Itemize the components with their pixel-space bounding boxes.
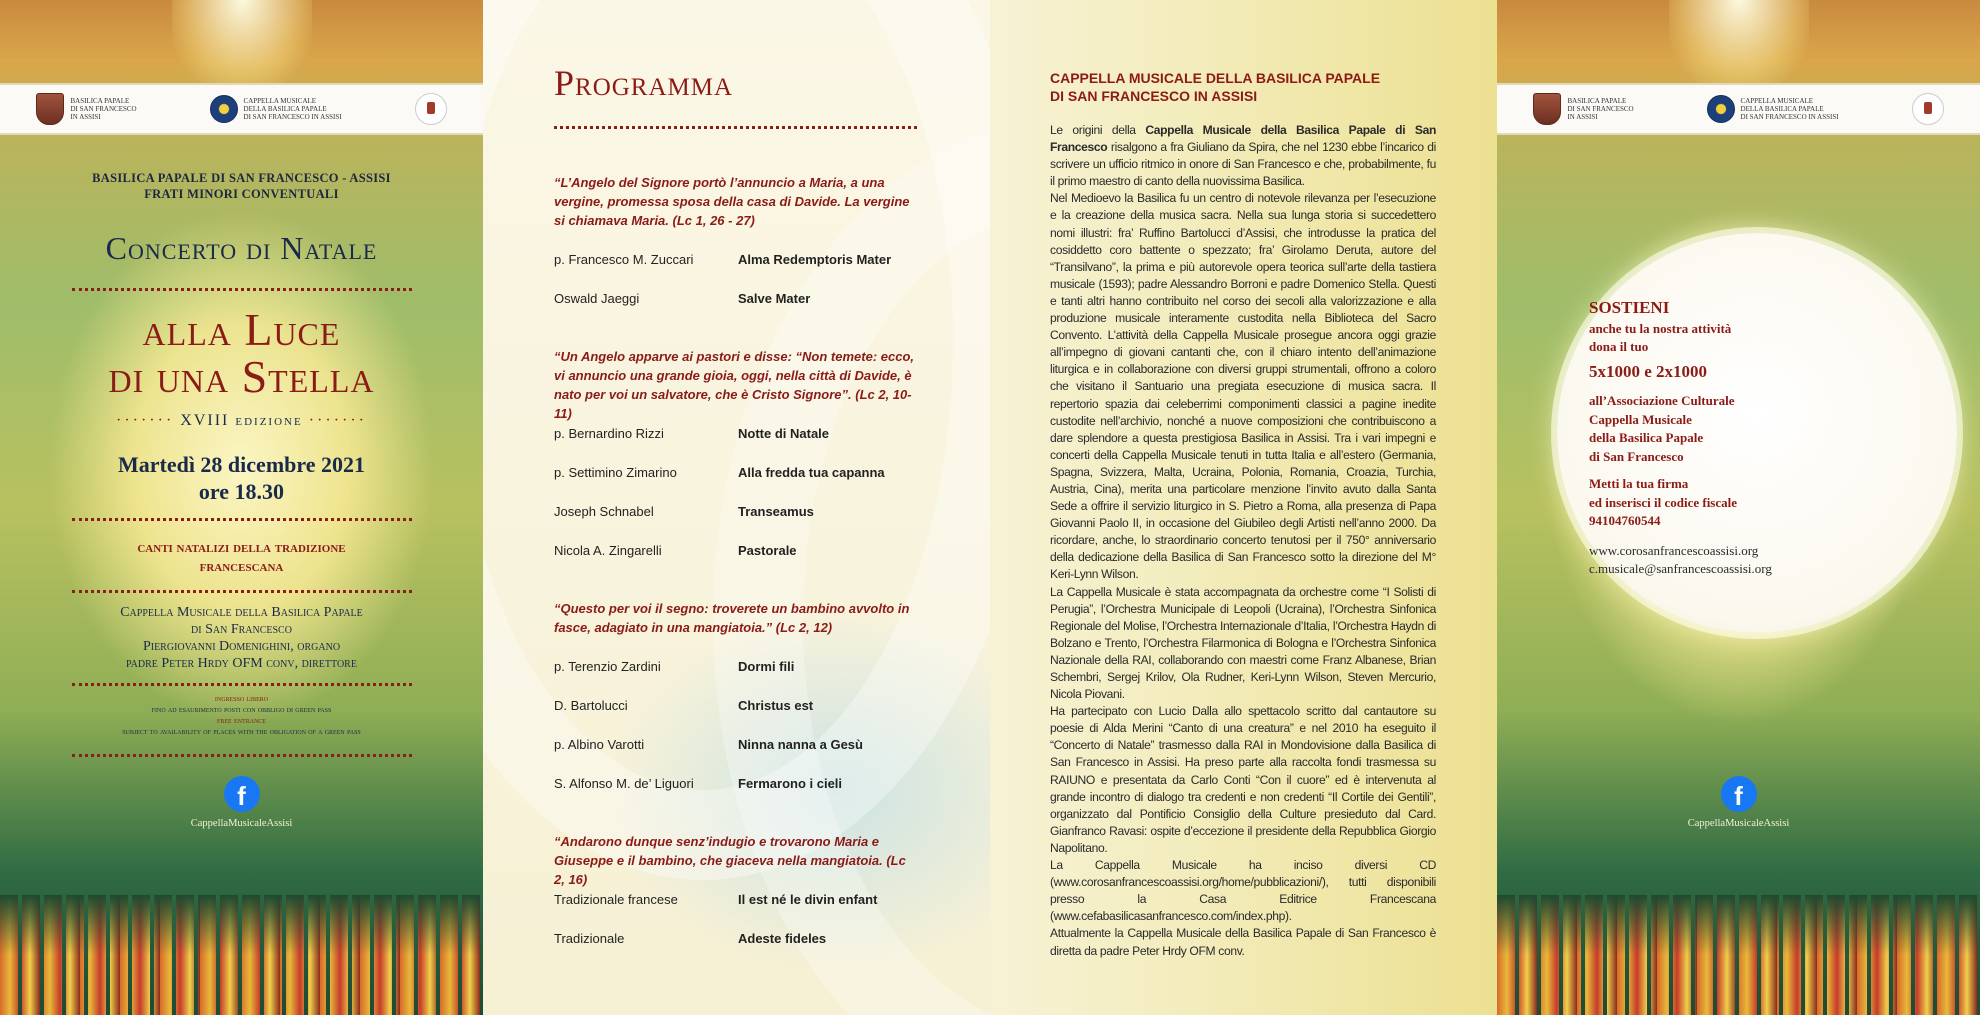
piece-title: Salve Mater xyxy=(738,291,811,306)
facebook-handle[interactable]: CappellaMusicaleAssisi xyxy=(1687,818,1790,829)
composer: Nicola A. Zingarelli xyxy=(554,543,662,558)
support-title: SOSTIENI xyxy=(1589,298,1670,317)
edition-text: XVIII edizione xyxy=(180,412,303,429)
event-date: Martedì 28 dicembre 2021 xyxy=(117,452,366,477)
composer: p. Settimino Zimarino xyxy=(554,465,677,480)
history-panel xyxy=(990,0,1497,1015)
entrance-line: fino ad esaurimento posti con obbligo di green pass xyxy=(151,704,332,714)
email-link[interactable]: c.musicale@sanfrancescoassisi.org xyxy=(1589,561,1772,576)
dotted-divider xyxy=(72,590,412,593)
dotted-divider xyxy=(72,288,412,291)
composer: p. Albino Varotti xyxy=(554,737,645,752)
piece-title: Il est né le divin enfant xyxy=(738,892,878,907)
support-firma xyxy=(1589,475,1737,531)
performers xyxy=(0,604,483,672)
front-poster-panel xyxy=(0,0,483,1015)
basilica-logo xyxy=(36,93,136,125)
logo-text: BASILICA PAPALE xyxy=(1567,97,1627,105)
header-line: BASILICA PAPALE DI SAN FRANCESCO - ASSISI xyxy=(92,171,391,185)
performer-line: di San Francesco xyxy=(191,622,292,637)
support-line: dona il tuo xyxy=(1589,339,1649,354)
canti-line: francescana xyxy=(199,559,284,575)
basilica-crest-icon xyxy=(36,93,64,125)
event-title-line2: di una Stella xyxy=(108,351,375,402)
performer-line: padre Peter Hrdy OFM conv, direttore xyxy=(126,656,357,671)
heading-line: CAPPELLA MUSICALE DELLA BASILICA PAPALE xyxy=(1050,70,1381,86)
composer: S. Alfonso M. de’ Liguori xyxy=(554,776,694,791)
piece-title: Dormi fili xyxy=(738,659,795,674)
history-paragraph: Attualmente la Cappella Musicale della Basilica Papale di San Francesco è diretta da padre Peter Hrdy OFM conv. xyxy=(1050,926,1436,958)
decorative-stripes xyxy=(0,895,483,1015)
support-line: Cappella Musicale xyxy=(1589,411,1692,427)
piece-title: Transeamus xyxy=(738,504,814,519)
dotted-divider xyxy=(72,754,412,757)
history-paragraph xyxy=(1050,122,1436,190)
concerto-title: Concerto di Natale xyxy=(105,230,378,266)
poster-header xyxy=(0,170,483,202)
logo-text: DI SAN FRANCESCO xyxy=(1567,105,1634,113)
decorative-stripes xyxy=(1497,895,1980,1015)
logo-text: CAPPELLA MUSICALE xyxy=(243,97,317,105)
composer: Tradizionale francese xyxy=(554,892,678,907)
basilica-logo xyxy=(1533,93,1633,125)
paragraph-text: risalgono a fra Giuliano da Spira, che nel 1230 ebbe l’incarico di scrivere un ufficio ritmico in onore di San Francesco e che, probabilmente, fu il primo maestro di canto della nuovissima Basilica. xyxy=(1050,140,1436,189)
support-amount: 5x1000 e 2x1000 xyxy=(1589,362,1708,381)
history-body xyxy=(1050,122,1436,960)
scripture-quote: “Un Angelo apparve ai pastori e disse: “Non temete: ecco, vi annuncio una grande gioia, oggi, nella città di Davide, è nato per voi un salvatore, che è Cristo Signore”. (Lc 2, 10-11) xyxy=(554,349,915,421)
support-association xyxy=(1589,392,1735,466)
piece-title: Alma Redemptoris Mater xyxy=(738,252,892,267)
piece-title: Notte di Natale xyxy=(738,426,830,441)
entrance-info xyxy=(0,693,483,737)
light-beam xyxy=(172,0,312,90)
history-paragraph: La Cappella Musicale è stata accompagnata da orchestre come “I Solisti di Perugia”, l’Orchestra Municipale di Leopoli (Ucraina), l’Orchestra Sinfonica Regionale del Molise, l’Orchestra Internazionale d’Italia, l’Orchestra Haydn di Bolzano e Trento, l’Orchestra Filarmonica di Bologna e l’Orchestra Sinfonica Nazionale della RAI, collaborando con maestri come Franz Albanese, Brian Schembri, Sergej Krilov, Ola Rudner, Keri-Lynn Wilson, Steven Mercurio, Nicola Piovani. xyxy=(1050,584,1436,702)
performer-line: Cappella Musicale della Basilica Papale xyxy=(120,605,363,620)
history-heading xyxy=(1050,69,1450,105)
history-paragraph: La Cappella Musicale ha inciso diversi CD (www.corosanfrancescoassisi.org/home/pubblicazioni/), tutti disponibili presso la Casa Editrice Francescana (www.cefabasilicasanfrancesco.com/index.php). xyxy=(1050,858,1436,924)
facebook-icon[interactable]: f xyxy=(1721,776,1757,812)
event-title-line1: alla Luce xyxy=(142,304,341,355)
support-panel xyxy=(1497,0,1980,1015)
piece-title: Alla fredda tua capanna xyxy=(738,465,885,480)
logo-text: IN ASSISI xyxy=(70,113,101,121)
logo-text: DELLA BASILICA PAPALE xyxy=(1740,105,1824,113)
composer: Joseph Schnabel xyxy=(554,504,654,519)
dotted-divider xyxy=(554,126,917,129)
cappella-seal-icon xyxy=(1707,95,1735,123)
piece-title: Ninna nanna a Gesù xyxy=(738,737,863,752)
support-line: ed inserisci il codice fiscale xyxy=(1589,494,1738,510)
basilica-crest-icon xyxy=(1533,93,1561,125)
composer: D. Bartolucci xyxy=(554,698,628,713)
logo-text: IN ASSISI xyxy=(1567,113,1598,121)
piece-title: Pastorale xyxy=(738,543,797,558)
piece-title: Adeste fideles xyxy=(738,931,827,946)
logo-text: BASILICA PAPALE xyxy=(70,97,130,105)
scripture-quote: “Andarono dunque senz’indugio e trovarono Maria e Giuseppe e il bambino, che giaceva nella mangiatoia. (Lc 2, 16) xyxy=(554,834,906,887)
entrance-line: subject to availability of places with the obligation of a green pass xyxy=(122,726,361,736)
partner-seal-icon xyxy=(1912,93,1944,125)
support-line: della Basilica Papale xyxy=(1589,430,1704,445)
cappella-logo xyxy=(210,95,342,123)
logo-text: DI SAN FRANCESCO IN ASSISI xyxy=(243,113,342,121)
paragraph-bold: Cappella Musicale della Basilica Papale di San Francesco xyxy=(1050,123,1437,155)
support-contacts xyxy=(1589,542,1772,578)
canti-line: canti natalizi della tradizione xyxy=(137,540,346,556)
history-paragraph: Nel Medioevo la Basilica fu un centro di notevole rilevanza per l’esecuzione e la creazione della musica sacra. Nella sua lunga storia si succedettero nomi illustri: fra’ Ruffino Bartolucci d’Assisi, che introdusse la pratica del cosiddetto coro battente o spezzato; fra’ Girolamo Deruta, autore del “Transilvano”, la prima e più autorevole opera teorica sull’arte della tastiera musicale (1593); padre Alessandro Borroni e padre Domenico Stella. Questi e tanti altri hanno contribuito nel corso dei secoli alla valorizzazione e alla produzione musicale interamente custodita nella Biblioteca del Sacro Convento. L’attività della Cappella Musicale prosegue ancora oggi grazie all’impegno di giovani cantanti che, con il chiaro intento dell’animazione liturgica e in collaborazione con diversi gruppi strumentali, offrono a coloro che visitano il Santuario una pregiata esecuzione di musica sacra. Il repertorio spazia dai celeberrimi componimenti classici a pagine inedite custodite nell’archivio, nonché a nuove composizioni che contribuiscono a dare splendore a questa prestigiosa Basilica in Assisi. Tra i vari impegni e concerti della Cappella Musicale tenuti in tutta Italia e all’estero (Germania, Spagna, Svizzera, Malta, Ucraina, Polonia, Romania, Croazia, Turchia, Austria, Cina), merita una particolare menzione l’invito avuto dalla Santa Sede a offrire il servizio liturgico in S. Pietro a Roma, alla presenza di Papa Giovanni Paolo II, in occasione del Giubileo degli Artisti nell’anno 2000. Da ricordare, anche, lo straordinario concerto tenutosi per il 750° anniversario della dedicazione della Basilica di San Francesco sotto la direzione del M° Keri-Lynn Wilson. xyxy=(1050,191,1436,582)
program-title: Programma xyxy=(554,63,734,103)
logo-text: DI SAN FRANCESCO xyxy=(70,105,137,113)
light-beam xyxy=(1669,0,1809,90)
heading-line: DI SAN FRANCESCO IN ASSISI xyxy=(1050,88,1258,104)
composer: p. Francesco M. Zuccari xyxy=(554,252,694,267)
scripture-quote: “Questo per voi il segno: troverete un bambino avvolto in fasce, adagiato in una mangiatoia.” (Lc 2, 12) xyxy=(554,601,910,635)
composer: p. Bernardino Rizzi xyxy=(554,426,664,441)
logo-strip xyxy=(0,83,483,135)
support-line: Metti la tua firma xyxy=(1589,476,1689,491)
facebook-block[interactable] xyxy=(0,776,483,829)
history-paragraph: Ha partecipato con Lucio Dalla allo spettacolo scritto dal cantautore su poesie di Alda Merini “Canto di una creatura” e nel 2010 ha eseguito il “Concerto di Natale” trasmesso dalla RAI in Mondovisione dalla Basilica di San Francesco in Assisi. Ha preso parte alla raccolta fondi trasmessa su RAIUNO e presentata da Carlo Conti “Con il cuore” ed è intervenuta al grande incontro di dialogo tra credenti e non credenti “Il Cortile dei Gentili”, organizzato dal Pontificio Consiglio della Culture presieduto dal Card. Gianfranco Ravasi: ospite d’eccezione il presidente della Repubblica Giorgio Napolitano. xyxy=(1050,704,1436,855)
logo-strip xyxy=(1497,83,1980,135)
composer: Tradizionale xyxy=(554,931,625,946)
facebook-icon[interactable]: f xyxy=(224,776,260,812)
facebook-block[interactable] xyxy=(1497,776,1980,829)
canti-label xyxy=(0,539,483,577)
logo-text: DELLA BASILICA PAPALE xyxy=(243,105,327,113)
paragraph-text: Le origini della xyxy=(1050,123,1146,137)
cappella-seal-icon xyxy=(210,95,238,123)
partner-seal-icon xyxy=(415,93,447,125)
support-line: all’Associazione Culturale xyxy=(1589,393,1735,408)
edition-label: ······· XVIII edizione ······· xyxy=(115,412,367,429)
support-line: di San Francesco xyxy=(1589,448,1684,464)
performer-line: Piergiovanni Domenighini, organo xyxy=(142,639,341,654)
logo-text: DI SAN FRANCESCO IN ASSISI xyxy=(1740,113,1839,121)
fiscal-code: 94104760544 xyxy=(1589,513,1661,528)
composer: Oswald Jaeggi xyxy=(554,291,640,306)
entrance-line: free entrance xyxy=(217,715,266,725)
scripture-quote: “L’Angelo del Signore portò l’annuncio a Maria, a una vergine, promessa sposa della casa di Davide. La vergine si chiamava Maria. (Lc 1, 26 - 27) xyxy=(554,175,910,228)
piece-title: Christus est xyxy=(738,698,814,713)
dotted-divider xyxy=(72,518,412,521)
header-line: FRATI MINORI CONVENTUALI xyxy=(144,187,339,201)
website-link[interactable]: www.corosanfrancescoassisi.org xyxy=(1589,543,1759,558)
support-intro xyxy=(1589,320,1731,356)
support-line: anche tu la nostra attività xyxy=(1589,321,1732,336)
composer: p. Terenzio Zardini xyxy=(554,659,661,674)
cappella-logo xyxy=(1707,95,1839,123)
event-time: ore 18.30 xyxy=(198,479,285,504)
logo-text: CAPPELLA MUSICALE xyxy=(1740,97,1814,105)
dotted-divider xyxy=(72,683,412,686)
entrance-line: ingresso libero xyxy=(214,693,269,703)
facebook-handle[interactable]: CappellaMusicaleAssisi xyxy=(190,818,293,829)
piece-title: Fermarono i cieli xyxy=(738,776,843,791)
program-panel xyxy=(483,0,990,1015)
